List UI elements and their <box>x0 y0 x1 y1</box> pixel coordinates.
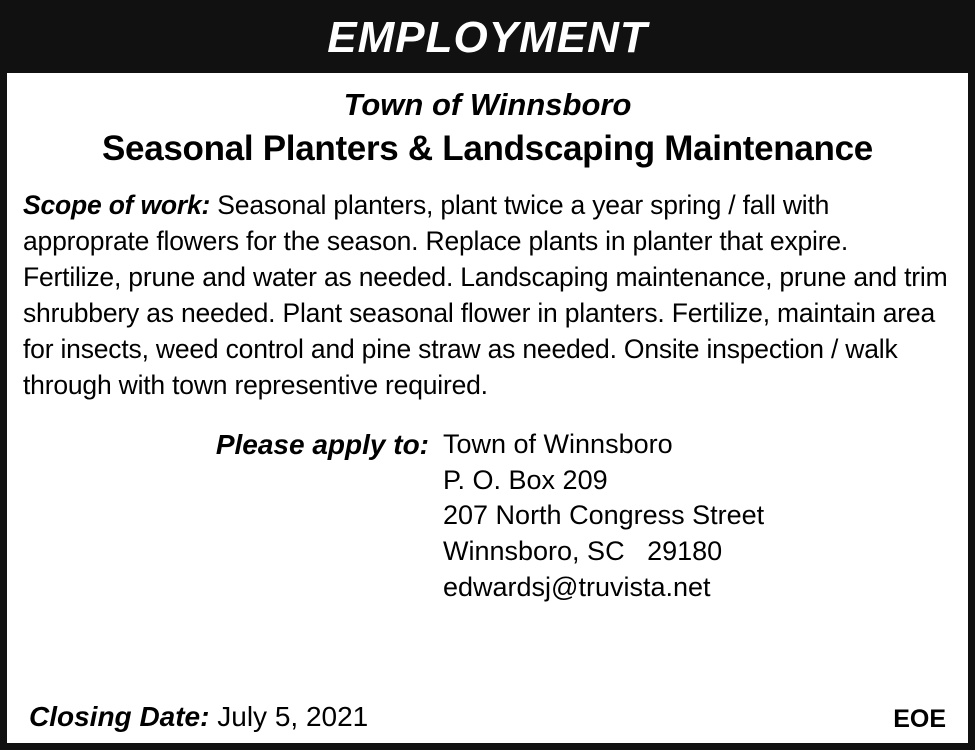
contact-email: edwardsj@truvista.net <box>443 571 711 602</box>
job-title: Seasonal Planters & Landscaping Maintenance <box>102 128 873 168</box>
ad-footer <box>23 702 952 737</box>
scope-of-work-text: Seasonal planters, plant twice a year spring / fall with approprate flowers for the season. Replace plants in planter that expire. Fertilize, prune and water as needed. Landscaping maintenance, prune and trim shrubbery as needed. Plant seasonal flower in planters. Fertilize, maintain area for insects, weed control and pine straw as needed. Onsite inspection / walk through with town representive required. <box>23 189 948 401</box>
banner-title: EMPLOYMENT <box>7 7 968 73</box>
address-line: Town of Winnsboro <box>443 429 673 460</box>
address-line: Winnsboro, SC 29180 <box>443 535 723 566</box>
closing-date <box>29 702 368 733</box>
apply-address <box>443 427 764 605</box>
apply-section <box>23 427 952 605</box>
closing-date-label: Closing Date: <box>29 701 210 733</box>
apply-label: Please apply to: <box>215 429 429 461</box>
organization-name: Town of Winnsboro <box>343 87 632 122</box>
closing-date-value: July 5, 2021 <box>209 701 369 733</box>
address-line: P. O. Box 209 <box>443 464 608 495</box>
scope-of-work-label: Scope of work: <box>23 189 211 220</box>
eoe-notice: EOE <box>893 704 946 733</box>
scope-of-work-paragraph <box>23 187 952 403</box>
ad-body <box>7 73 968 743</box>
address-line: 207 North Congress Street <box>443 500 765 531</box>
